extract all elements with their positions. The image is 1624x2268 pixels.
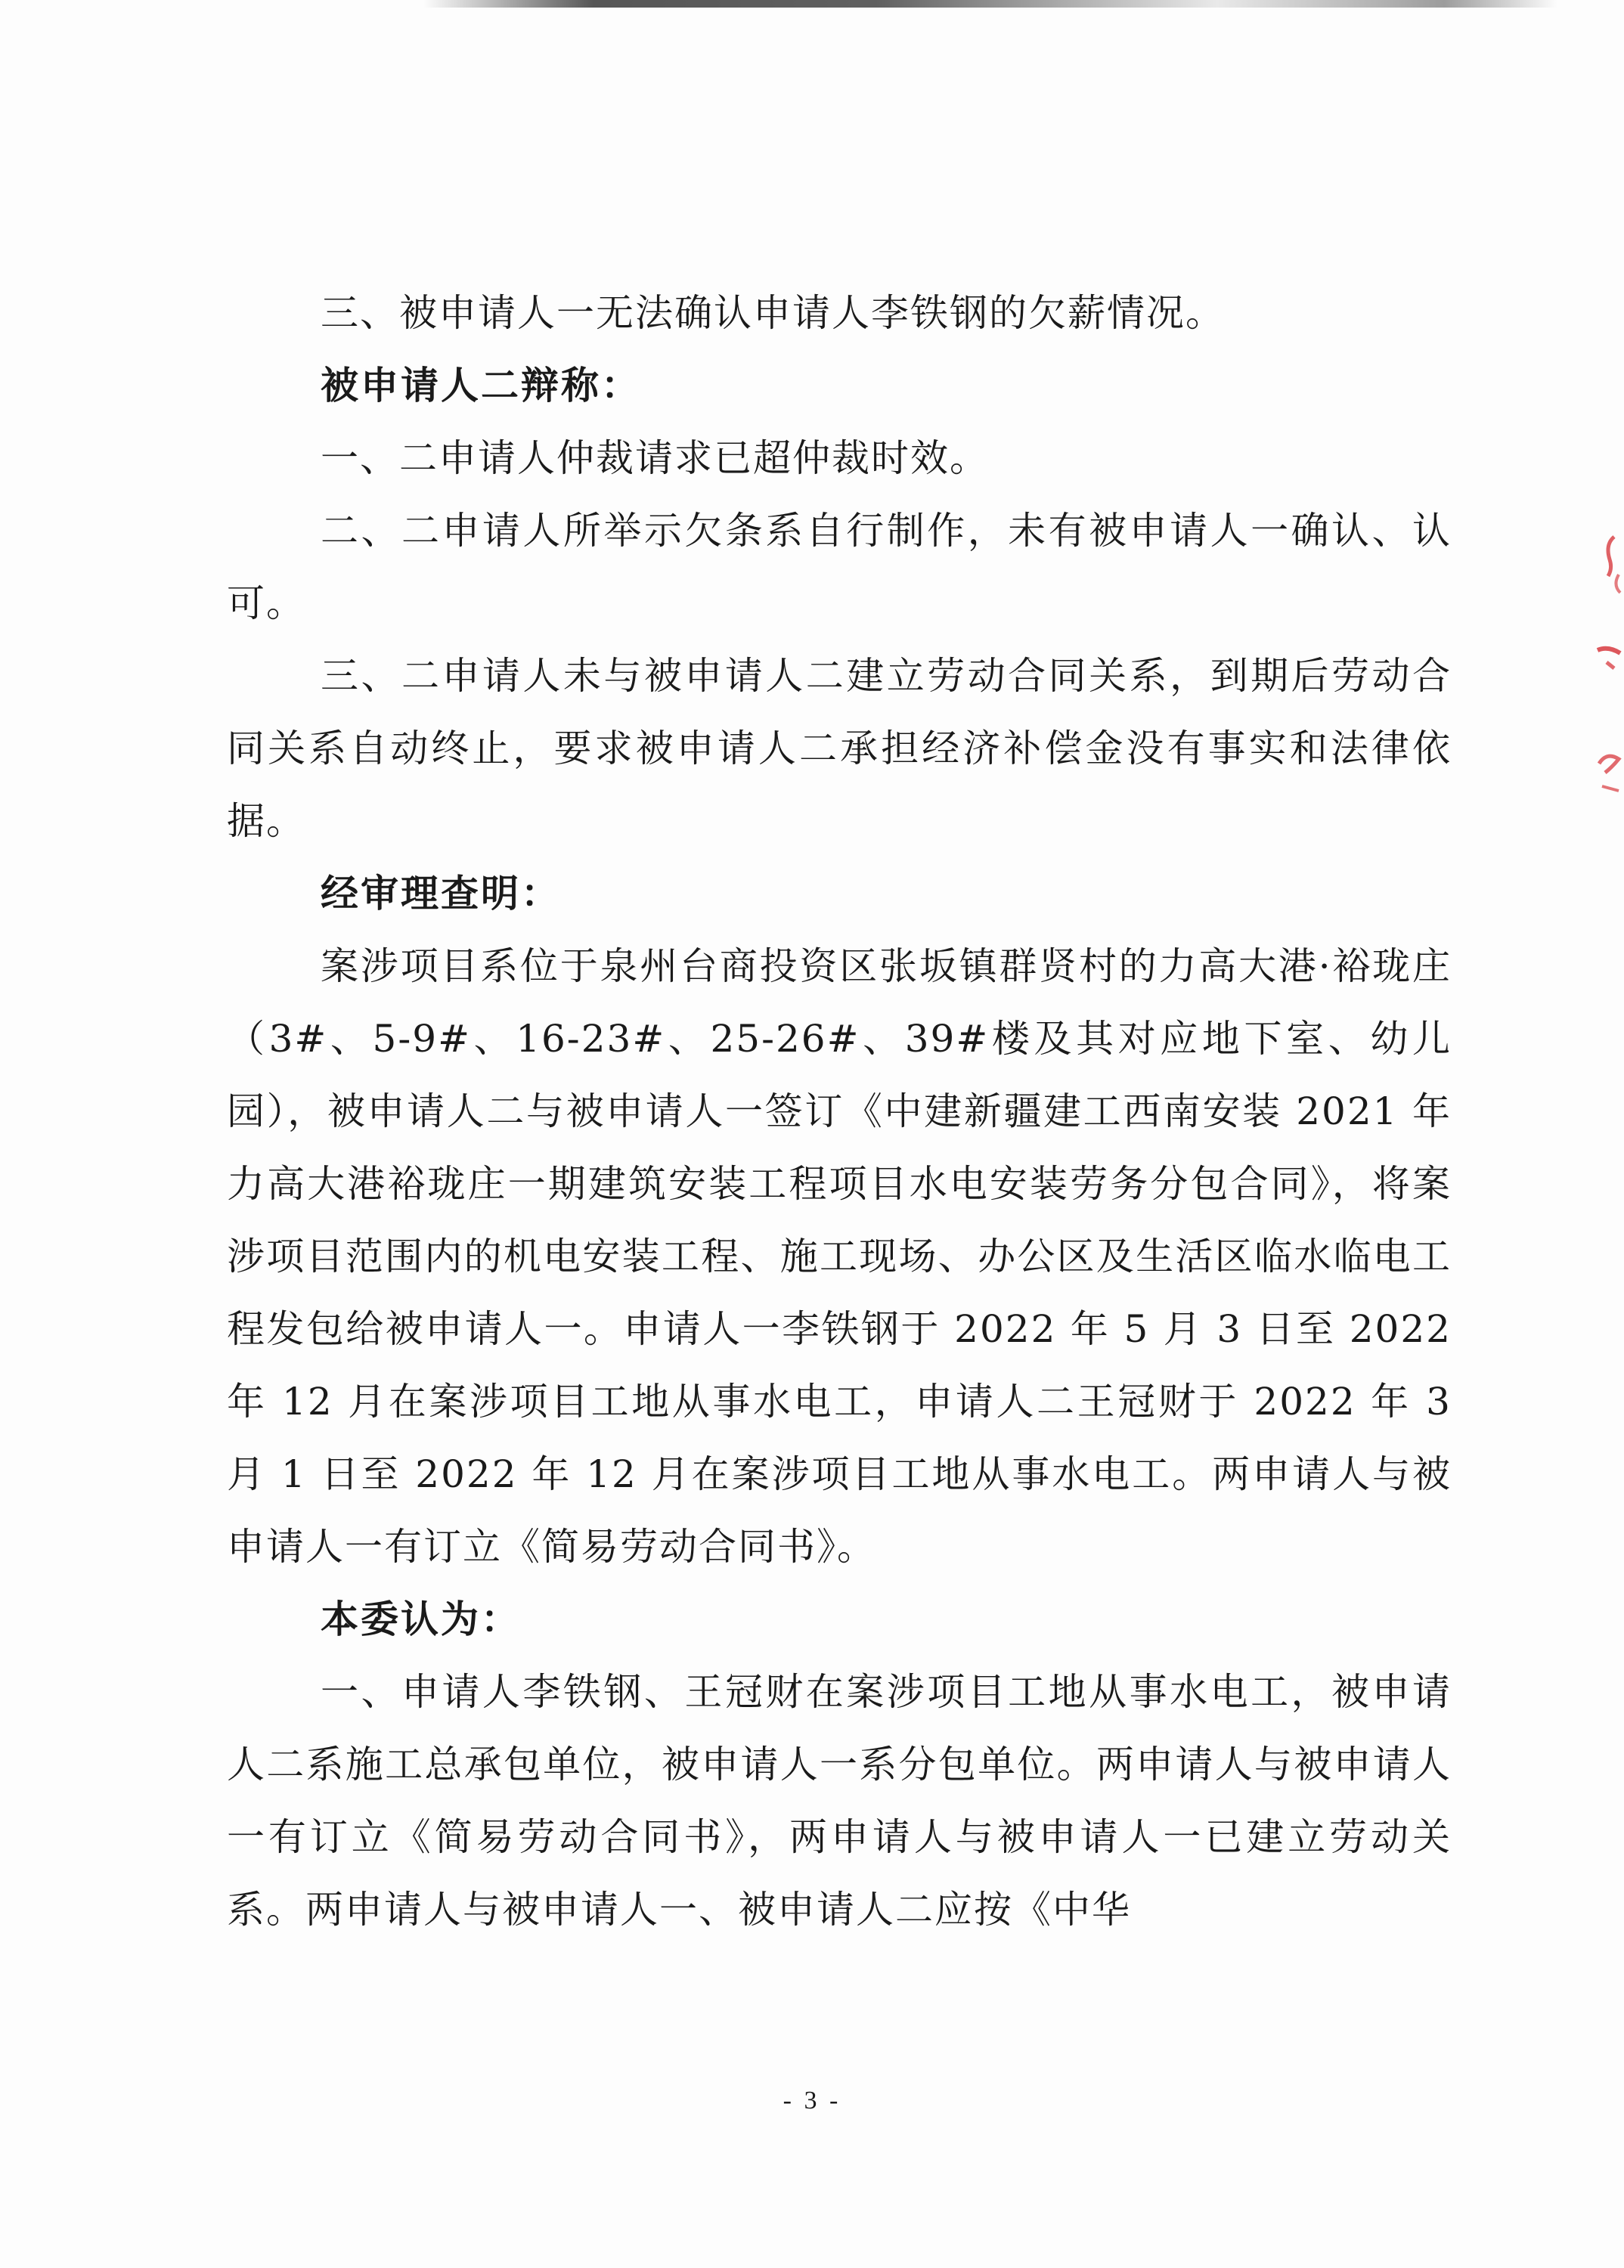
page-number: - 3 - (783, 2087, 841, 2115)
paragraph-respondent1-point3: 三、被申请人一无法确认申请人李铁钢的欠薪情况。 (321, 291, 1225, 335)
paragraph-opinion-point1: 一、申请人李铁钢、王冠财在案涉项目工地从事水电工，被申请人二系施工总承包单位，被申请人一系分包单位。两申请人与被申请人一有订立《简易劳动合同书》，两申请人与被申请人一已建立劳动关系。两申请人与被申请人一、被申请人二应按《中华 (227, 1670, 1452, 1932)
document-body (227, 277, 1452, 1946)
paragraph-findings: 案涉项目系位于泉州台商投资区张坂镇群贤村的力高大港·裕珑庄（3#、5-9#、16-23#、25-26#、39#楼及其对应地下室、幼儿园），被申请人二与被申请人一签订《中建新疆建工西南安装 2021 年力高大港裕珑庄一期建筑安装工程项目水电安装劳务分包合同》，将案涉项目范围内的机电安装工程、施工现场、办公区及生活区临水临电工程发包给被申请人一。申请人一李铁钢于 2022 年 5 月 3 日至 2022 年 12 月在案涉项目工地从事水电工，申请人二王冠财于 2022 年 3 月 1 日至 2022 年 12 月在案涉项目工地从事水电工。两申请人与被申请人一有订立《简易劳动合同书》。 (227, 944, 1452, 1569)
heading-respondent2-defense: 被申请人二辩称： (321, 363, 641, 407)
scan-edge-shadow (423, 0, 1557, 8)
paragraph-defense-point2: 二、二申请人所举示欠条系自行制作，未有被申请人一确认、认可。 (227, 509, 1452, 625)
heading-findings: 经审理查明： (321, 871, 561, 916)
heading-committee-opinion: 本委认为： (321, 1597, 521, 1641)
paragraph-defense-point1: 一、二申请人仲裁请求已超仲裁时效。 (321, 436, 989, 480)
seal-stamp-fragment (1584, 514, 1624, 832)
paragraph-defense-point3: 三、二申请人未与被申请人二建立劳动合同关系，到期后劳动合同关系自动终止，要求被申请人二承担经济补偿金没有事实和法律依据。 (227, 654, 1452, 843)
